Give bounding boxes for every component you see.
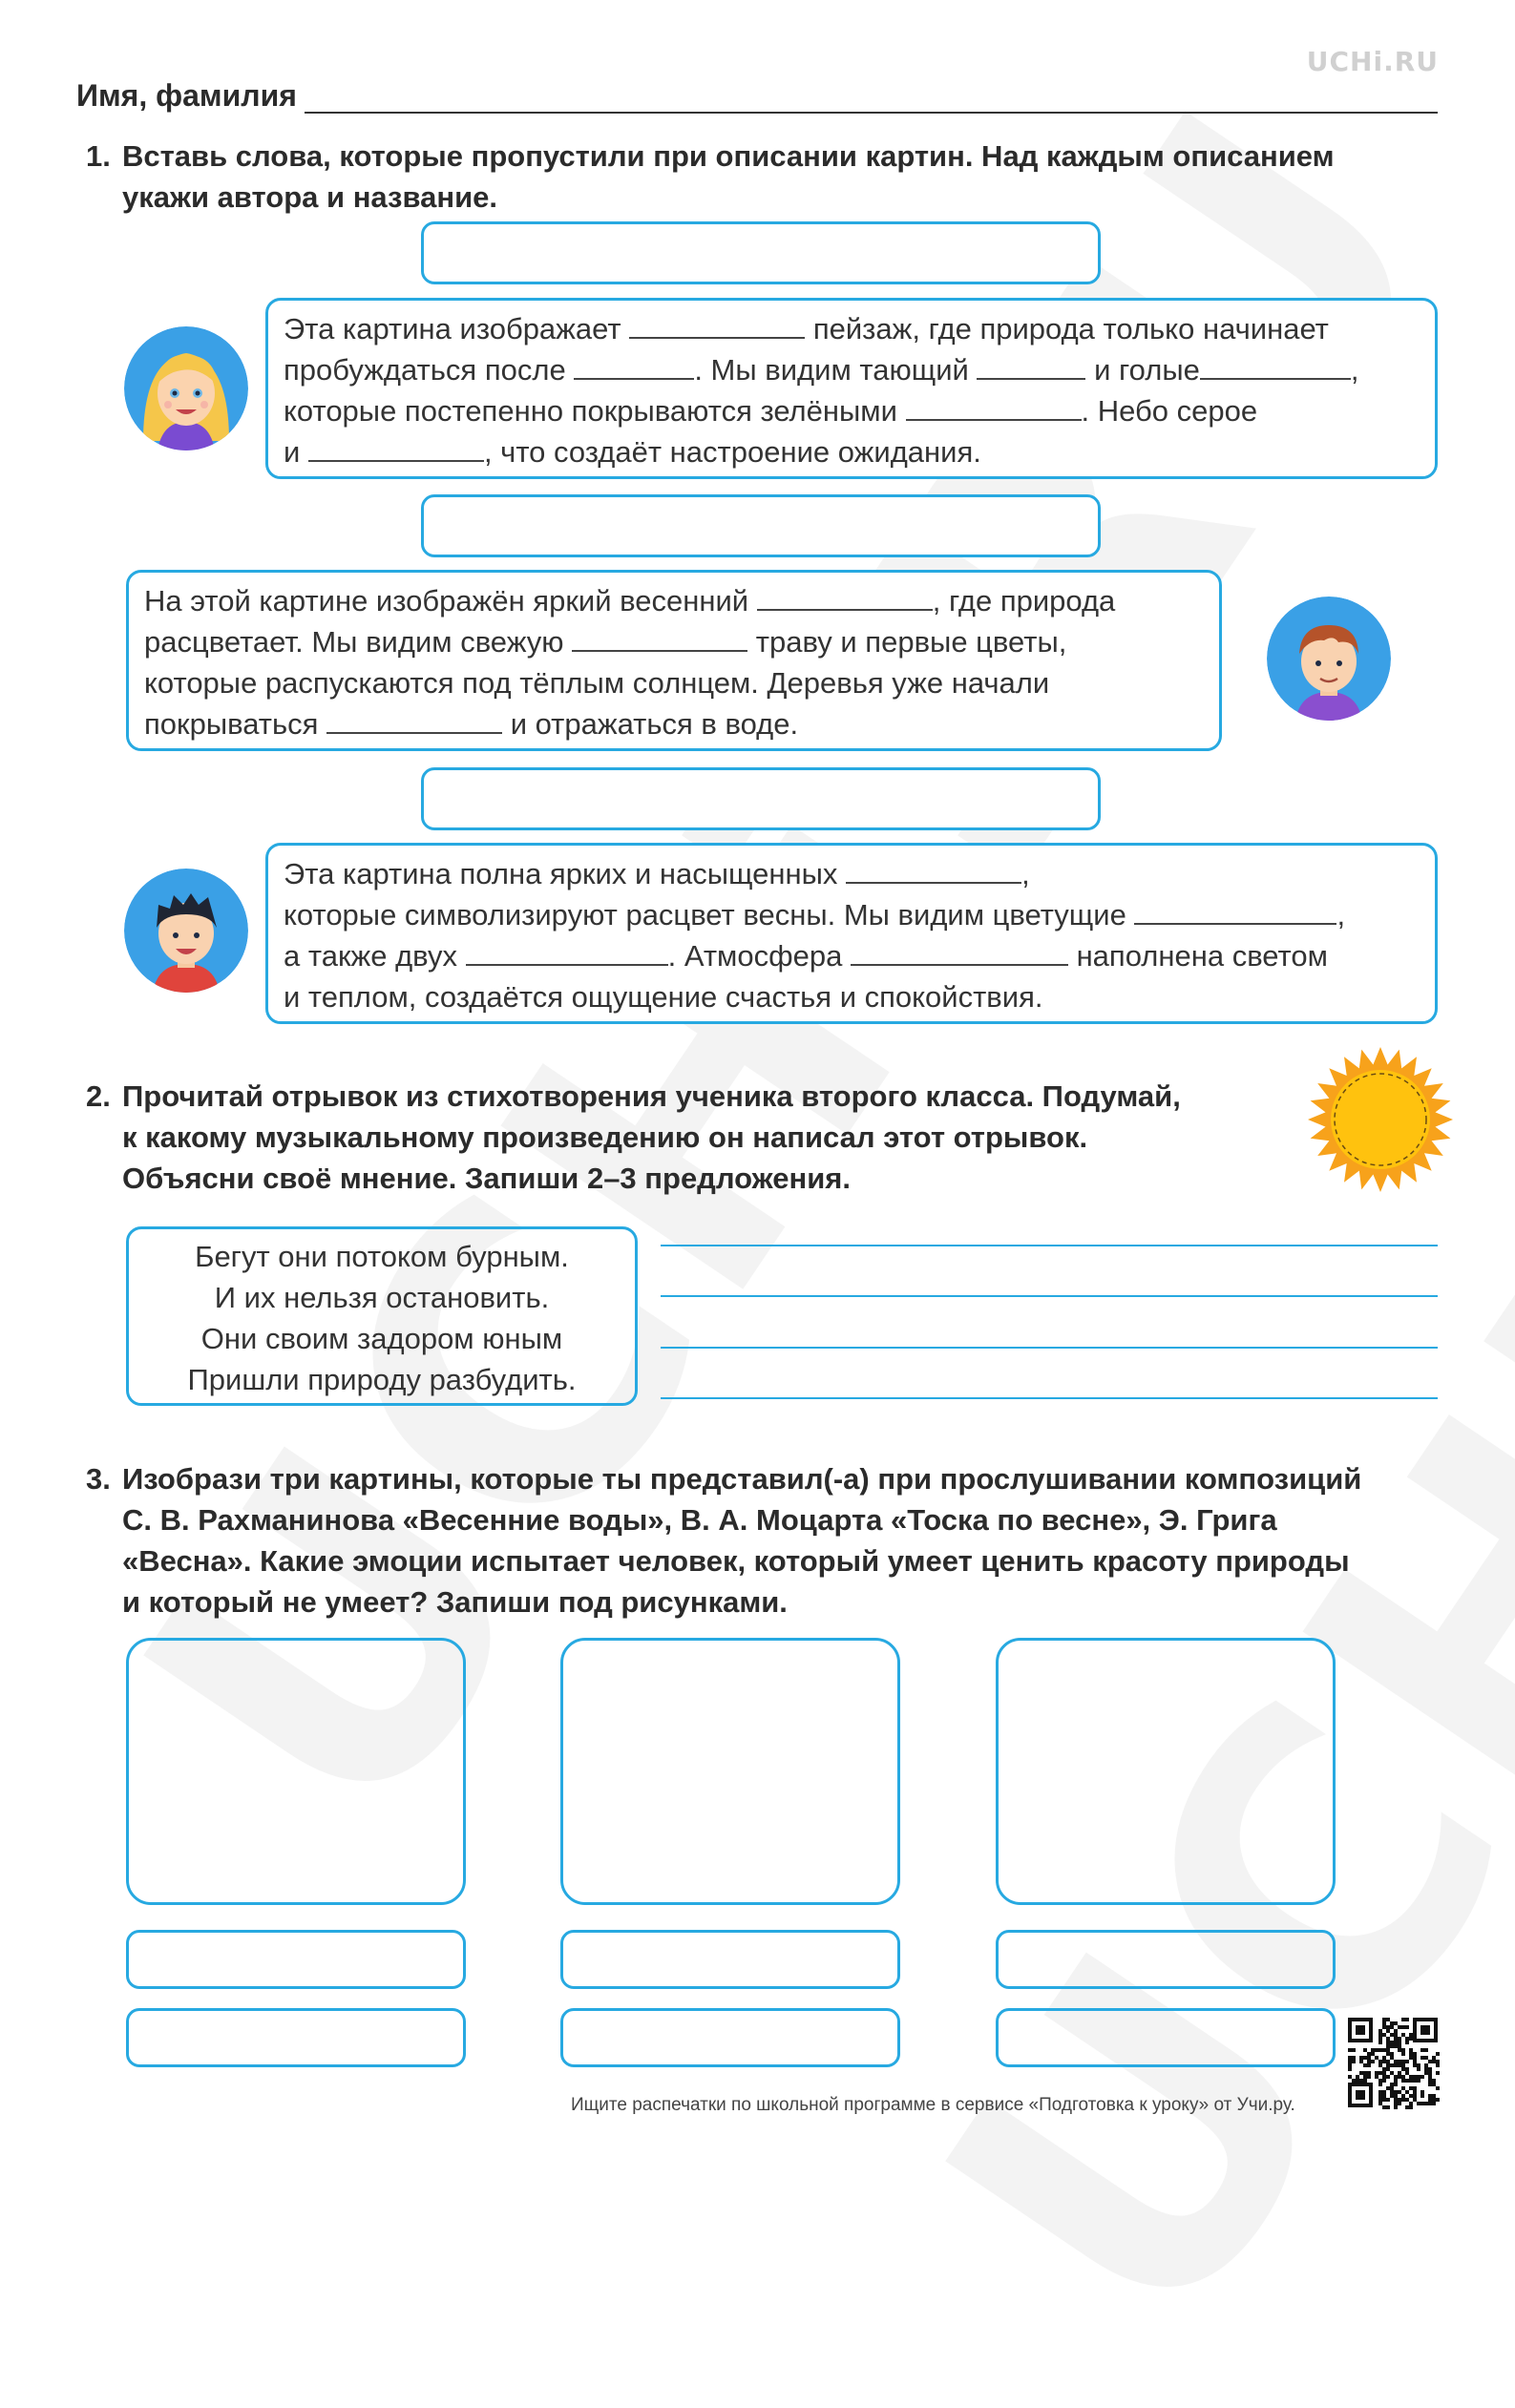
task1-line2: укажи автора и название. — [122, 180, 497, 214]
blank-12[interactable] — [466, 939, 668, 966]
d1-p4: . Мы видим тающий — [694, 353, 969, 387]
answer-line-4[interactable] — [661, 1397, 1438, 1399]
d2-p5: которые распускаются под тёплым солнцем. Деревья уже начали — [144, 666, 1050, 700]
d2-p2: , где природа — [932, 584, 1116, 618]
drawing-box-2[interactable] — [560, 1638, 900, 1905]
name-field-row — [76, 78, 1438, 114]
poem-line-2: И их нельзя остановить. — [214, 1281, 550, 1314]
avatar-boy-redhead — [1267, 597, 1391, 721]
task2-number: 2. — [86, 1079, 111, 1113]
task3-line4: и который не умеет? Запиши под рисунками. — [122, 1585, 788, 1619]
task1-heading — [86, 136, 1459, 218]
answer-line-1[interactable] — [661, 1245, 1438, 1246]
blank-10[interactable] — [846, 857, 1021, 884]
caption-box-3b[interactable] — [996, 2008, 1336, 2067]
d1-p9: и — [284, 435, 301, 469]
task3-heading — [86, 1458, 1478, 1623]
d3-p8: и теплом, создаётся ощущение счастья и спокойствия. — [284, 980, 1043, 1014]
task1-number: 1. — [86, 139, 111, 173]
task3-line3: «Весна». Какие эмоции испытает человек, который умеет ценить красоту природы — [122, 1544, 1350, 1578]
task2-line1: Прочитай отрывок из стихотворения ученика второго класса. Подумай, — [122, 1079, 1181, 1113]
d3-p4: , — [1336, 898, 1346, 932]
d1-p7: которые постепенно покрываются зелёными — [284, 394, 897, 428]
d2-p4: траву и первые цветы, — [755, 625, 1067, 659]
task1-line1: Вставь слова, которые пропустили при описании картин. Над каждым описанием — [122, 139, 1335, 173]
answer-line-2[interactable] — [661, 1295, 1438, 1297]
task3-number: 3. — [86, 1462, 111, 1496]
task2-line3: Объясни своё мнение. Запиши 2–3 предложения. — [122, 1162, 851, 1195]
blank-11[interactable] — [1134, 898, 1336, 925]
name-input-line[interactable] — [305, 79, 1438, 114]
d2-p1: На этой картине изображён яркий весенний — [144, 584, 749, 618]
d1-p8: . Небо серое — [1081, 394, 1258, 428]
answer-line-3[interactable] — [661, 1347, 1438, 1349]
d1-p3: пробуждаться после — [284, 353, 566, 387]
qr-code-icon[interactable] — [1346, 2016, 1440, 2109]
d3-p2: , — [1021, 857, 1030, 890]
blank-6[interactable] — [308, 435, 484, 462]
poem-line-1: Бегут они потоком бурным. — [195, 1240, 569, 1273]
footer-text: Ищите распечатки по школьной программе в сервисе «Подготовка к уроку» от Учи.ру. — [571, 2095, 1295, 2115]
d3-p5: а также двух — [284, 939, 457, 973]
caption-box-1a[interactable] — [126, 1930, 466, 1989]
d1-p2: пейзаж, где природа только начинает — [812, 312, 1329, 345]
caption-box-2a[interactable] — [560, 1930, 900, 1989]
blank-4[interactable] — [1200, 353, 1351, 380]
blank-1[interactable] — [629, 312, 805, 339]
poem-line-3: Они своим задором юным — [200, 1322, 563, 1355]
blank-5[interactable] — [906, 394, 1082, 421]
avatar-girl — [124, 326, 248, 450]
blank-9[interactable] — [326, 707, 502, 734]
blank-2[interactable] — [574, 353, 694, 380]
d3-p3: которые символизируют расцвет весны. Мы видим цветущие — [284, 898, 1126, 932]
d1-p1: Эта картина изображает — [284, 312, 621, 345]
d3-p1: Эта картина полна ярких и насыщенных — [284, 857, 838, 890]
d1-p6: , — [1350, 353, 1359, 387]
caption-box-3a[interactable] — [996, 1930, 1336, 1989]
caption-box-1b[interactable] — [126, 2008, 466, 2067]
name-label: Имя, фамилия — [76, 78, 297, 113]
sun-icon — [1306, 1045, 1455, 1194]
drawing-box-3[interactable] — [996, 1638, 1336, 1905]
d1-p10: , что создаёт настроение ожидания. — [483, 435, 981, 469]
task3-line2: С. В. Рахманинова «Весенние воды», В. А. Моцарта «Тоска по весне», Э. Грига — [122, 1503, 1277, 1537]
task2-heading — [86, 1076, 1315, 1199]
title-box-1[interactable] — [421, 221, 1101, 284]
title-box-2[interactable] — [421, 494, 1101, 557]
d2-p7: и отражаться в воде. — [510, 707, 799, 741]
poem-line-4: Пришли природу разбудить. — [187, 1363, 577, 1396]
task2-line2: к какому музыкальному произведению он написал этот отрывок. — [122, 1120, 1088, 1154]
task3-line1: Изобрази три картины, которые ты представил(-а) при прослушивании композиций — [122, 1462, 1362, 1496]
poem-box — [126, 1226, 638, 1406]
d1-p5: и голые — [1094, 353, 1200, 387]
d3-p7: наполнена светом — [1076, 939, 1328, 973]
uchi-logo: UCHi.RU — [1306, 46, 1439, 77]
blank-7[interactable] — [757, 584, 933, 611]
title-box-3[interactable] — [421, 767, 1101, 830]
blank-13[interactable] — [851, 939, 1068, 966]
description-box-2 — [126, 570, 1222, 751]
drawing-box-1[interactable] — [126, 1638, 466, 1905]
blank-3[interactable] — [977, 353, 1085, 380]
description-box-1 — [265, 298, 1438, 479]
d2-p3: расцветает. Мы видим свежую — [144, 625, 564, 659]
d2-p6: покрываться — [144, 707, 319, 741]
d3-p6: . Атмосфера — [667, 939, 843, 973]
blank-8[interactable] — [572, 625, 747, 652]
description-box-3 — [265, 843, 1438, 1024]
caption-box-2b[interactable] — [560, 2008, 900, 2067]
avatar-boy-dark — [124, 869, 248, 993]
